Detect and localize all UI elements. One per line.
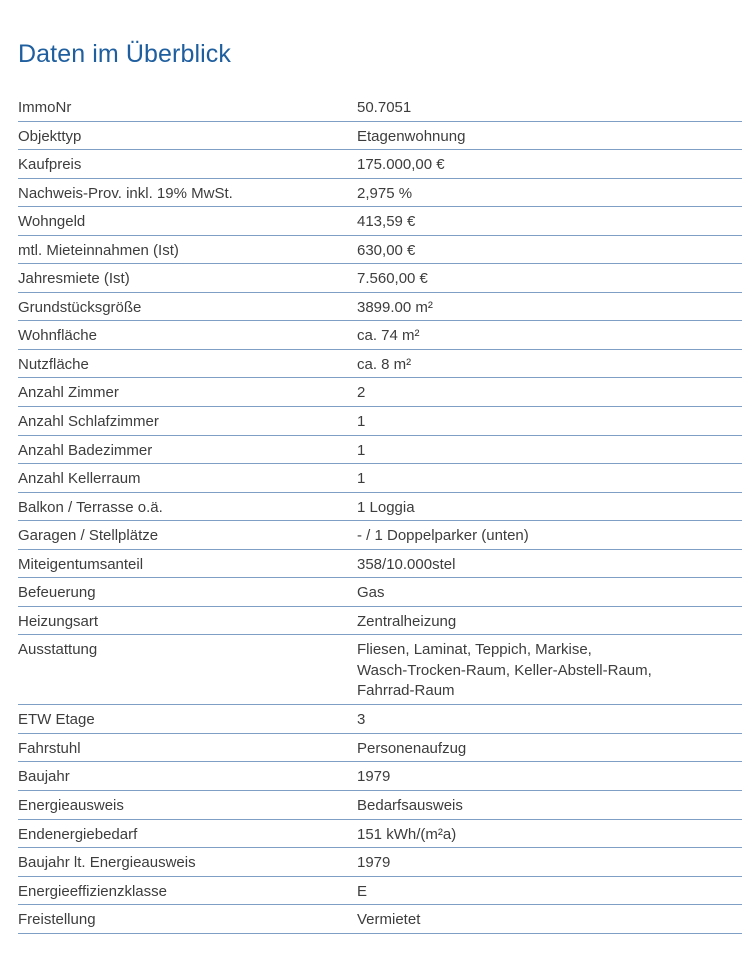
row-value: 358/10.000stel	[357, 555, 456, 573]
row-value: 2,975 %	[357, 184, 413, 202]
data-table	[18, 93, 742, 934]
row-label: Fahrstuhl	[18, 739, 81, 757]
row-value: Vermietet	[357, 911, 421, 929]
row-value: 630,00 €	[357, 241, 416, 259]
table-row	[18, 877, 742, 906]
row-label: Miteigentumsanteil	[18, 555, 144, 573]
table-row	[18, 378, 742, 407]
table-row	[18, 578, 742, 607]
row-label: Ausstattung	[18, 641, 98, 659]
row-value: 1 Loggia	[357, 498, 415, 516]
table-row	[18, 93, 742, 122]
table-row	[18, 762, 742, 791]
row-label: Wohnfläche	[18, 327, 97, 345]
section-title: Daten im Überblick	[18, 40, 231, 68]
table-row	[18, 705, 742, 734]
row-value: Zentralheizung	[357, 612, 457, 630]
row-label: Anzahl Badezimmer	[18, 441, 153, 459]
row-value: 1979	[357, 768, 391, 786]
row-value: 3	[357, 711, 366, 729]
row-label: Anzahl Zimmer	[18, 384, 119, 402]
row-value: Gas	[357, 584, 385, 602]
table-row	[18, 820, 742, 849]
row-label: Nachweis-Prov. inkl. 19% MwSt.	[18, 184, 233, 202]
table-row	[18, 293, 742, 322]
row-label: Freistellung	[18, 911, 96, 929]
table-row	[18, 521, 742, 550]
table-row	[18, 791, 742, 820]
table-row	[18, 848, 742, 877]
row-label: ETW Etage	[18, 711, 95, 729]
table-row	[18, 150, 742, 179]
row-value: 50.7051	[357, 99, 412, 116]
row-value: Fliesen, Laminat, Teppich, Markise, Wasch-Trocken-Raum, Keller-Abstell-Raum, Fahrrad-Raum	[357, 641, 652, 700]
row-label: Garagen / Stellplätze	[18, 527, 159, 545]
row-label: Baujahr	[18, 768, 70, 786]
table-row	[18, 350, 742, 379]
table-row	[18, 635, 742, 705]
table-row	[18, 236, 742, 265]
table-row	[18, 122, 742, 151]
row-label: mtl. Mieteinnahmen (Ist)	[18, 241, 179, 259]
row-label: ImmoNr	[18, 99, 72, 116]
row-label: Jahresmiete (Ist)	[18, 270, 130, 288]
row-value: - / 1 Doppelparker (unten)	[357, 527, 529, 545]
table-row	[18, 207, 742, 236]
row-value: 175.000,00 €	[357, 156, 445, 174]
row-value: E	[357, 882, 368, 900]
row-label: Baujahr lt. Energieausweis	[18, 854, 196, 872]
row-value: Etagenwohnung	[357, 127, 466, 145]
row-label: Anzahl Schlafzimmer	[18, 413, 159, 431]
row-label: Wohngeld	[18, 213, 86, 231]
table-row	[18, 436, 742, 465]
row-value: 1	[357, 413, 366, 431]
row-label: Anzahl Kellerraum	[18, 470, 141, 488]
row-label: Grundstücksgröße	[18, 298, 142, 316]
table-row	[18, 550, 742, 579]
row-label: Nutzfläche	[18, 355, 89, 373]
table-row	[18, 905, 742, 934]
row-label: Energieeffizienzklasse	[18, 882, 167, 900]
row-value: 1	[357, 441, 366, 459]
table-row	[18, 734, 742, 763]
table-row	[18, 493, 742, 522]
table-row	[18, 464, 742, 493]
row-label: Energieausweis	[18, 797, 124, 815]
table-row	[18, 321, 742, 350]
table-row	[18, 407, 742, 436]
row-value: 413,59 €	[357, 213, 416, 231]
row-label: Objekttyp	[18, 127, 82, 145]
row-label: Befeuerung	[18, 584, 96, 602]
row-value: ca. 8 m²	[357, 355, 412, 373]
row-value: 151 kWh/(m²a)	[357, 825, 457, 843]
row-value: 7.560,00 €	[357, 270, 428, 288]
row-label: Heizungsart	[18, 612, 99, 630]
row-value: 3899.00 m²	[357, 298, 433, 316]
row-label: Endenergiebedarf	[18, 825, 138, 843]
row-label: Kaufpreis	[18, 156, 82, 174]
row-value: Bedarfsausweis	[357, 797, 463, 815]
row-value: Personenaufzug	[357, 739, 467, 757]
table-row	[18, 607, 742, 636]
row-value: 1	[357, 470, 366, 488]
row-label: Balkon / Terrasse o.ä.	[18, 498, 163, 516]
table-row	[18, 264, 742, 293]
row-value: ca. 74 m²	[357, 327, 420, 345]
row-value: 1979	[357, 854, 391, 872]
table-row	[18, 179, 742, 208]
row-value: 2	[357, 384, 366, 402]
